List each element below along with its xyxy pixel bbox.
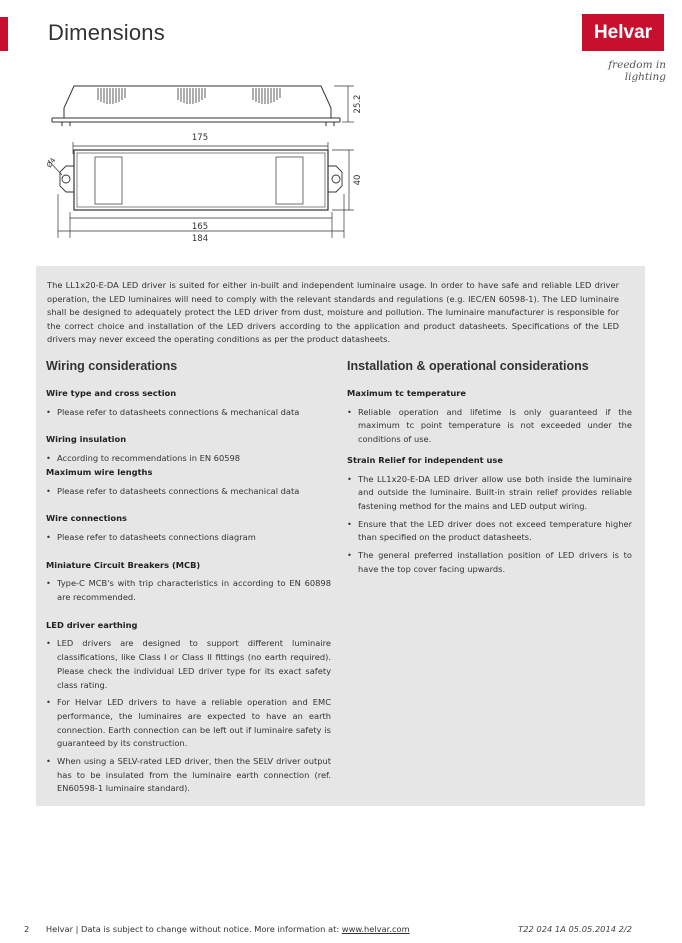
terminal-block-right [276,157,303,204]
list-item: • Please refer to datasheets connections diagram [46,531,331,545]
list-item: • Please refer to datasheets connections & mechanical data [46,406,331,420]
vent-slots [98,88,280,104]
installation-heading: Installation & operational considerations [347,359,589,373]
list-item: • When using a SELV-rated LED driver, then the SELV driver output has to be insulated from the luminaire earth connection (ref. EN60598-1 luminaire standard). [46,755,331,796]
list-item: • The LL1x20-E-DA LED driver allow use both inside the luminaire and outside the luminaire. Built-in strain relief provides reliable fastening method for the mains and LED output wiring. [347,473,632,514]
mount-hole-right [332,175,340,183]
terminal-block-left [95,157,122,204]
page-number: 2 [24,924,30,934]
brand-tagline: freedom in lighting [608,59,666,83]
list-item: • LED drivers are designed to support different luminaire classifications, like Class I or Class II fittings (no earth required). Please check the individual LED driver type for its exact safety class rating. [46,637,331,692]
top-view-outline [74,150,328,210]
max-tc-list [347,406,632,447]
dim-height: 25.2 [353,94,363,114]
list-item: • Please refer to datasheets connections & mechanical data [46,485,331,499]
helvar-logo: Helvar [582,14,664,51]
wiring-heading: Wiring considerations [46,359,178,373]
intro-paragraph: The LL1x20-E-DA LED driver is suited for either in-built and independent luminaire usage. In order to have safe and reliable LED driver operation, the LED luminaires will need to comply with the relevant standards and regulations (e.g. IEC/EN 60598-1). The LED luminaire shall be designed to adequately protect the LED driver from dust, moisture and pollution. The luminaire manufacturer is responsible for the correct choice and installation of the LED drivers according to the application and product datasheets. Specifications of the LED drivers may never exceed the operating conditions as per the product datasheets. [47,280,619,345]
list-item: • The general preferred installation position of LED drivers is to have the top cover facing upwards. [347,549,632,576]
document-code: T22 024 1A 05.05.2014 2/2 [518,924,632,934]
list-item: • Reliable operation and lifetime is only guaranteed if the maximum tc point temperature is not exceeded under the conditions of use. [347,406,632,447]
insulation-list [46,452,331,466]
earthing-title: LED driver earthing [46,619,138,630]
connections-title: Wire connections [46,513,127,524]
wiring-column [46,357,331,796]
max-lengths-list [46,485,331,499]
connections-list [46,531,331,545]
dim-hole: Ø4 [45,156,58,170]
max-tc-title: Maximum tc temperature [347,388,466,398]
dim-inner-length: 165 [191,222,209,232]
mcb-list [46,577,331,604]
mcb-title: Miniature Circuit Breakers (MCB) [46,559,201,570]
strain-title: Strain Relief for independent use [347,454,503,465]
mount-hole-left [62,175,70,183]
dim-top-length: 175 [191,133,209,143]
wire-type-list [46,406,331,420]
accent-tab [0,17,8,51]
list-item: • Type-C MCB's with trip characteristics in according to EN 60898 are recommended. [46,577,331,604]
footer-text: Helvar | Data is subject to change without notice. More information at: [45,924,340,934]
footer-info [24,924,410,934]
strain-list [347,473,632,577]
max-lengths-title: Maximum wire lengths [46,466,153,477]
website-link[interactable]: www.helvar.com [341,924,410,934]
dim-width: 40 [353,174,363,186]
dimension-drawing [40,76,370,248]
list-item: • According to recommendations in EN 60598 [46,452,331,466]
list-item: • For Helvar LED drivers to have a reliable operation and EMC performance, the luminaires are expected to have an earth connection. Earth connection can be left out if luminaire safety is guaranteed by its construction. [46,696,331,751]
installation-column [347,357,632,576]
earthing-list [46,637,331,796]
page-title: Dimensions [48,20,165,45]
list-item: • Ensure that the LED driver does not exceed temperature higher than specified on the product datasheets. [347,518,632,545]
dim-total-length: 184 [191,234,209,244]
wire-type-title: Wire type and cross section [46,388,177,398]
insulation-title: Wiring insulation [46,434,127,445]
